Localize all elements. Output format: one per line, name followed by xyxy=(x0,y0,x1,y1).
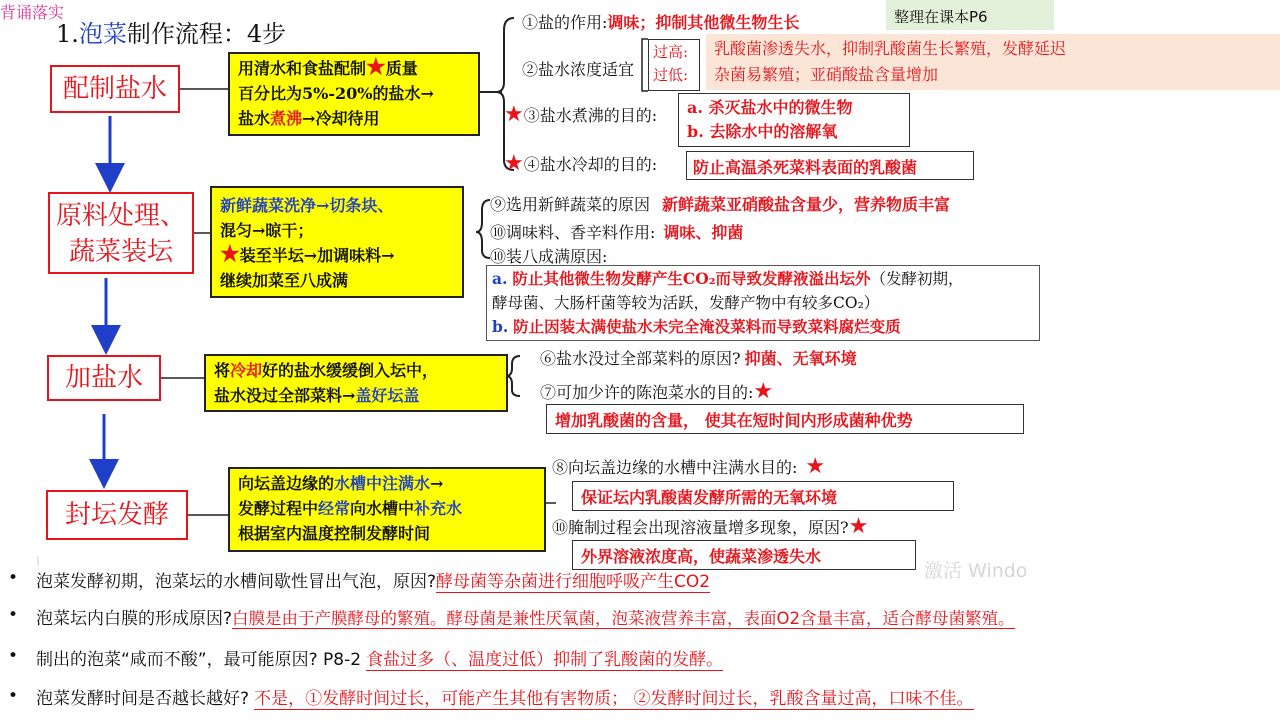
box1-line1: 用清水和食盐配制 xyxy=(238,59,367,78)
boil-purpose-box xyxy=(678,93,910,147)
note-tag: 整理在课本P6 xyxy=(886,0,1054,30)
title-prefix: 1. xyxy=(56,20,79,48)
reason-b: 防止因装太满使盐水未完全淹没菜料而导致菜料腐烂变质 xyxy=(513,317,901,336)
box1-line2: 百分比为5%-20%的盐水→ xyxy=(238,84,434,103)
reason-b-label: b. xyxy=(492,317,509,336)
box2-line2: 混匀→晾干； xyxy=(220,221,314,240)
box3-line1a: 将 xyxy=(214,361,231,380)
question-3-answer: 食盐过多（、温度过低）抑制了乳酸菌的发酵。 xyxy=(366,650,724,670)
star-icon: ★ xyxy=(805,454,826,479)
star-icon: ★ xyxy=(220,241,240,267)
seal-q8 xyxy=(552,455,825,478)
question-1 xyxy=(36,567,710,592)
too-high-label: 过高: xyxy=(653,43,689,61)
reason-a-tail: （发酵初期， xyxy=(870,270,964,288)
liquid-increase-reason-box: 外界溶液浓度高，使蔬菜渗透失水 xyxy=(572,540,916,570)
old-brine-purpose-box: 增加乳酸菌的含量， 使其在短时间内形成菌种优势 xyxy=(546,404,1024,434)
question-2 xyxy=(36,604,1280,629)
concentration-answers xyxy=(706,34,1280,90)
brace-2 xyxy=(476,200,490,258)
salt-q2: ②盐水浓度适宜 xyxy=(522,60,635,79)
box4-line2b: 经常 xyxy=(318,499,351,518)
too-low-label: 过低: xyxy=(653,66,689,84)
bullet-icon: • xyxy=(8,646,19,666)
reason-a: 防止其他微生物发酵产生CO₂而导致发酵液溢出坛外 xyxy=(512,269,871,288)
box1-line3c: →冷却待用 xyxy=(302,109,380,128)
star-icon: ★ xyxy=(504,102,524,127)
veg-q9-label: ⑨选用新鲜蔬菜的原因 xyxy=(490,195,651,214)
box4-line2c: 向水槽中 xyxy=(350,499,415,518)
step-seal-ferment: 封坛发酵 xyxy=(46,490,188,540)
box3-line1c: 好的盐水缓缓倒入坛中， xyxy=(262,361,439,380)
vegetable-method-box xyxy=(210,186,464,298)
question-1-answer: 酵母菌等杂菌进行细胞呼吸产生CO2 xyxy=(436,572,711,592)
step-prepare-brine: 配制盐水 xyxy=(50,65,180,113)
box3-line2b: 盖好坛盖 xyxy=(355,386,420,405)
salt-q4 xyxy=(504,152,657,175)
brine-method-box xyxy=(228,52,480,136)
box1-line3a: 盐水 xyxy=(238,109,271,128)
too-high-answer: 乳酸菌渗透失水，抑制乳酸菌生长繁殖，发酵延迟 xyxy=(714,39,1067,58)
brine-q6 xyxy=(540,346,857,369)
title-highlight: 泡菜 xyxy=(78,20,127,48)
too-low-answer: 杂菌易繁殖；亚硝酸盐含量增加 xyxy=(714,65,939,84)
box2-line1: 新鲜蔬菜洗净→切条块、 xyxy=(220,196,394,215)
question-2-text: 泡菜坛内白膜的形成原因? xyxy=(36,609,233,629)
box2-line3: 装至半坛→加调味料→ xyxy=(239,246,395,265)
box1-line1-tail: 质量 xyxy=(385,59,418,78)
veg-q9 xyxy=(490,192,950,215)
cool-purpose-box: 防止高温杀死菜料表面的乳酸菌 xyxy=(686,151,974,180)
question-4 xyxy=(36,684,974,709)
box4-line1a: 向坛盖边缘的 xyxy=(238,474,335,493)
bullet-icon: • xyxy=(8,605,19,625)
brine-q7 xyxy=(540,380,773,403)
brace-1 xyxy=(496,18,514,170)
salt-q1-label: ①盐的作用: xyxy=(522,13,608,32)
star-icon: ★ xyxy=(848,514,869,539)
salt-a1: 调味；抑制其他微生物生长 xyxy=(607,13,800,32)
step-prepare-vegetables xyxy=(48,192,194,274)
seal-method-box xyxy=(228,467,546,552)
question-3 xyxy=(36,645,723,670)
seal-q8-label: ⑧向坛盖边缘的水槽中注满水目的: xyxy=(552,458,798,477)
corner-note: 背诵落实 xyxy=(0,3,65,22)
eighty-percent-reasons-box xyxy=(486,265,1040,341)
salt-q4-label: ④盐水冷却的目的: xyxy=(523,155,658,174)
seal-q10-label: ⑩腌制过程会出现溶液量增多现象，原因? xyxy=(552,518,849,537)
box4-line1b: 水槽中注满水 xyxy=(334,474,431,493)
veg-a10: 调味、抑菌 xyxy=(663,223,744,242)
step2-line2: 蔬菜装坛 xyxy=(68,237,173,267)
step-add-brine: 加盐水 xyxy=(47,355,161,401)
veg-q10 xyxy=(490,220,743,243)
brine-q7-label: ⑦可加少许的陈泡菜水的目的: xyxy=(540,383,754,402)
boil-purpose-a: a. 杀灭盐水中的微生物 xyxy=(687,98,853,117)
salt-q1 xyxy=(522,10,799,33)
reason-a-line2: 酵母菌、大肠杆菌等较为活跃，发酵产物中有较多CO₂） xyxy=(492,294,880,312)
box4-line3: 根据室内温度控制发酵时间 xyxy=(238,524,431,543)
question-4-answer: 不是，①发酵时间过长，可能产生其他有害物质； ②发酵时间过长，乳酸含量过高，口味不佳。 xyxy=(254,689,974,709)
question-3-text: 制出的泡菜“咸而不酸”，最可能原因? P8-2 xyxy=(36,650,362,670)
reason-a-label: a. xyxy=(492,269,508,288)
veg-q11: ⑩装八成满原因: xyxy=(490,247,608,266)
page-title xyxy=(56,14,286,49)
box4-line2a: 发酵过程中 xyxy=(238,499,319,518)
brine-a6: 抑菌、无氧环境 xyxy=(744,349,857,368)
question-1-text: 泡菜发酵初期，泡菜坛的水槽间歇性冒出气泡，原因? xyxy=(36,572,437,592)
add-brine-method-box xyxy=(204,354,508,412)
box2-line4: 继续加菜至八成满 xyxy=(220,271,349,290)
seal-q10 xyxy=(552,515,868,538)
star-icon: ★ xyxy=(366,54,386,80)
concentration-box xyxy=(648,39,700,91)
brace-3 xyxy=(506,356,520,396)
star-icon: ★ xyxy=(504,151,524,176)
box3-line2a: 盐水没过全部菜料→ xyxy=(214,386,356,405)
water-seal-purpose-box: 保证坛内乳酸菌发酵所需的无氧环境 xyxy=(572,481,954,511)
salt-q3 xyxy=(504,103,657,126)
bullet-icon: • xyxy=(8,568,19,588)
activation-watermark: 激活 Windo xyxy=(924,560,1028,582)
salt-q3-label: ③盐水煮沸的目的: xyxy=(523,106,658,125)
star-icon: ★ xyxy=(753,379,774,404)
boil-purpose-b: b. 去除水中的溶解氧 xyxy=(687,122,838,141)
title-rest: 制作流程：4步 xyxy=(126,20,287,48)
box1-line3b: 煮沸 xyxy=(270,109,303,128)
box4-line2d: 补充水 xyxy=(414,499,463,518)
veg-q10-label: ⑩调味料、香辛料作用: xyxy=(490,223,656,242)
question-2-answer: 白膜是由于产膜酵母的繁殖。酵母菌是兼性厌氧菌，泡菜液营养丰富，表面O2含量丰富，适合酵母菌繁殖。 xyxy=(232,609,1015,628)
box4-line1c: → xyxy=(430,474,444,493)
box3-line1b: 冷却 xyxy=(230,361,263,380)
bullet-icon: • xyxy=(8,686,19,706)
step2-line1: 原料处理、 xyxy=(55,201,186,231)
question-4-text: 泡菜发酵时间是否越长越好? xyxy=(36,689,250,709)
brine-q6-label: ⑥盐水没过全部菜料的原因? xyxy=(540,349,741,368)
veg-a9: 新鲜蔬菜亚硝酸盐含量少，营养物质丰富 xyxy=(662,195,951,214)
